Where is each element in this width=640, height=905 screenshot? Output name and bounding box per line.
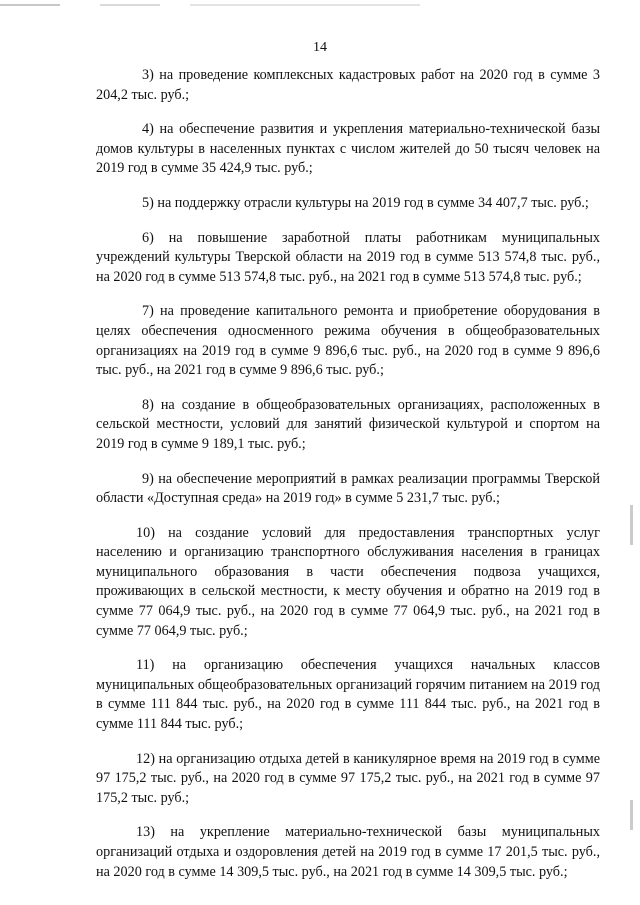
paragraph-item-5: 5) на поддержку отрасли культуры на 2019 год в сумме 34 407,7 тыс. руб.; [142, 194, 589, 211]
paragraph-item-12: 12) на организацию отдыха детей в каникулярное время на 2019 год в сумме 97 175,2 тыс. руб., на 2020 год в сумме 97 175,2 тыс. руб., на 2021 год в сумме 97 175,2 тыс. руб.; [96, 750, 600, 806]
paragraph-item-10: 10) на создание условий для предоставления транспортных услуг населению и организацию транспортного обслуживания населения в границах муниципального образования в части обеспечения подвоза учащихся, проживающих в сельской местности, к месту обучения и обратно на 2019 год в сумме 77 064,9 тыс. руб., на 2020 год в сумме 77 064,9 тыс. руб., на 2021 год в сумме 77 064,9 тыс. руб.; [96, 524, 600, 639]
paragraph-item-13: 13) на укрепление материально-технической базы муниципальных организаций отдыха и оздоровления детей на 2019 год в сумме 17 201,5 тыс. руб., на 2020 год в сумме 14 309,5 тыс. руб., на 2021 год в сумме 14 309,5 тыс. руб.; [96, 824, 600, 880]
scan-edge-artifact [0, 4, 420, 6]
paragraph-item-4: 4) на обеспечение развития и укрепления материально-технической базы домов культуры в населенных пунктах с числом жителей до 50 тысяч человек на 2019 год в сумме 35 424,9 тыс. руб.; [96, 121, 600, 177]
scan-margin-artifact [630, 505, 633, 545]
paragraph-item-11: 11) на организацию обеспечения учащихся начальных классов муниципальных общеобразовательных организаций горячим питанием на 2019 год в сумме 111 844 тыс. руб., на 2020 год в сумме 111 844 тыс. руб., на 2021 год в сумме 111 844 тыс. руб.; [96, 657, 600, 733]
paragraph-item-8: 8) на создание в общеобразовательных организациях, расположенных в сельской местности, условий для занятий физической культурой и спортом на 2019 год в сумме 9 189,1 тыс. руб.; [96, 396, 600, 452]
paragraph-item-7: 7) на проведение капитального ремонта и приобретение оборудования в целях обеспечения односменного режима обучения в общеобразовательных организациях на 2019 год в сумме 9 896,6 тыс. руб., на 2020 год в сумме 9 896,6 тыс. руб., на 2021 год в сумме 9 896,6 тыс. руб.; [96, 303, 600, 379]
paragraph-item-6: 6) на повышение заработной платы работникам муниципальных учреждений культуры Тверской области на 2019 год в сумме 513 574,8 тыс. руб., на 2020 год в сумме 513 574,8 тыс. руб., на 2021 год в сумме 513 574,8 тыс. руб.; [96, 229, 600, 285]
scan-margin-artifact [630, 800, 633, 830]
paragraph-item-3: 3) на проведение комплексных кадастровых работ на 2020 год в сумме 3 204,2 тыс. руб.; [96, 67, 600, 103]
page-number: 14 [313, 40, 327, 55]
document-body [96, 66, 600, 897]
paragraph-item-9: 9) на обеспечение мероприятий в рамках реализации программы Тверской области «Доступная среда» на 2019 год» в сумме 5 231,7 тыс. руб.; [96, 470, 600, 507]
